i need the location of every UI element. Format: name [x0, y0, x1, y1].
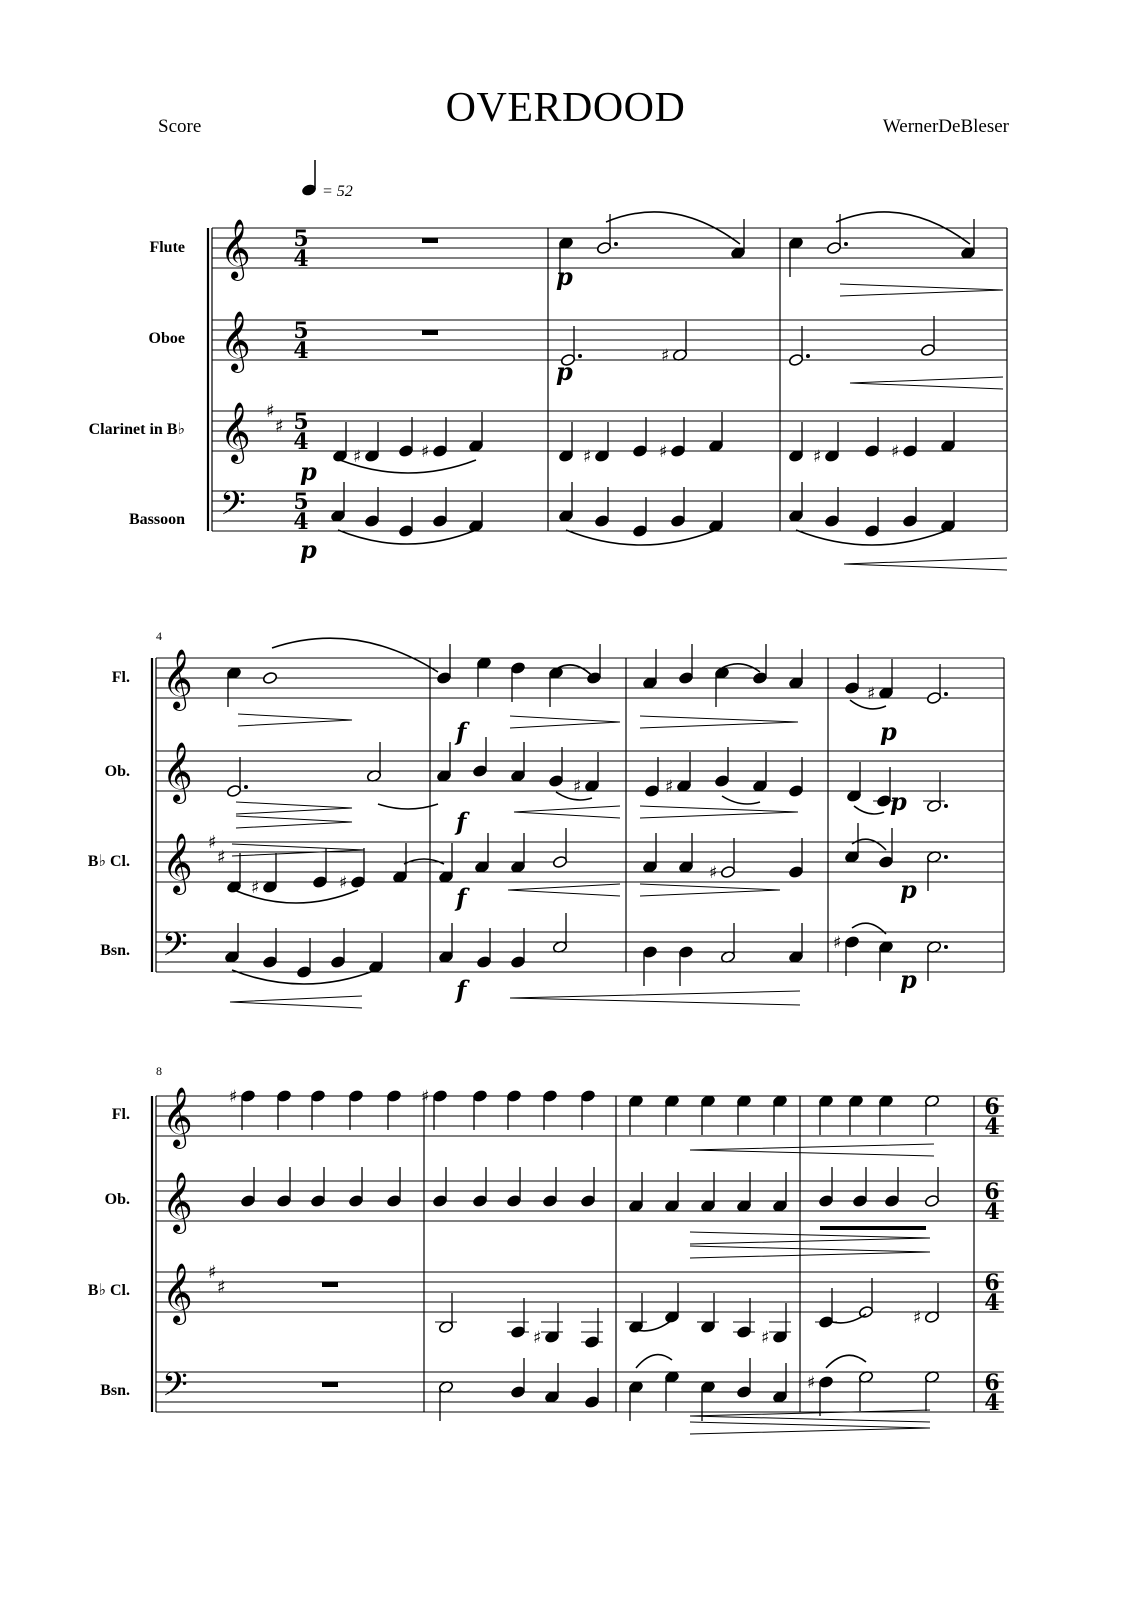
music-notation [152, 212, 1007, 1434]
slur [722, 796, 760, 804]
decrescendo-hairpin [640, 806, 798, 818]
key-sharp-f: ♯ [208, 1262, 217, 1283]
slur [826, 1355, 866, 1368]
decrescendo-hairpin [690, 1232, 930, 1244]
bass-clef: 𝄢 [162, 926, 188, 972]
timesig-bottom: 4 [293, 246, 309, 272]
slur [272, 638, 438, 672]
treble-clef: 𝄞 [162, 742, 193, 802]
decrescendo-hairpin [640, 716, 798, 728]
crescendo-hairpin [510, 991, 800, 1005]
label-ob-2: Ob. [104, 763, 130, 780]
note-dot [614, 242, 618, 246]
sharp-accidental: ♯ [251, 878, 260, 898]
crescendo-hairpin [230, 996, 362, 1008]
label-clarinet: Clarinet in B♭ [88, 421, 185, 438]
label-fl-2: Fl. [111, 669, 130, 686]
sharp-accidental: ♯ [573, 777, 582, 797]
score-label: Score [158, 116, 202, 137]
sharp-accidental: ♯ [891, 442, 900, 462]
label-fl-3: Fl. [111, 1106, 130, 1123]
sharp-accidental: ♯ [709, 863, 718, 883]
bass-clef: 𝄢 [220, 485, 246, 531]
dynamic-mark: p [556, 357, 573, 386]
sharp-accidental: ♯ [659, 442, 668, 462]
slur [854, 806, 884, 814]
measure-number-4: 4 [156, 629, 162, 643]
flute-rest [422, 238, 438, 243]
sharp-accidental: ♯ [421, 1087, 430, 1107]
tempo-marking [301, 160, 353, 200]
timesig-bottom: 4 [293, 338, 309, 364]
decrescendo-hairpin [640, 884, 780, 896]
dynamic-mark: p [900, 965, 917, 994]
label-bsn-3: Bsn. [100, 1382, 130, 1399]
bassoon-rest [322, 1382, 338, 1387]
dynamic-mark: p [880, 717, 897, 746]
key-sharp-f: ♯ [266, 401, 275, 422]
timesig-bottom: 4 [293, 509, 309, 535]
key-sharp-c: ♯ [217, 847, 226, 868]
treble-clef: 𝄞 [162, 1172, 193, 1232]
note-dot [806, 354, 810, 358]
tempo-text: = 52 [322, 183, 353, 200]
timesig-top: 5 [293, 226, 309, 252]
label-cl-2: B♭ Cl. [87, 853, 130, 870]
oboe-rest [422, 330, 438, 335]
crescendo-hairpin [690, 1144, 934, 1156]
dynamic-mark: f [456, 883, 467, 912]
sharp-accidental: ♯ [339, 873, 348, 893]
note-dot [844, 242, 848, 246]
dynamic-mark: p [300, 535, 317, 564]
decrescendo-hairpin [236, 802, 352, 814]
decrescendo-hairpin [238, 714, 352, 726]
clarinet-rest [322, 1282, 338, 1287]
timesig-top: 5 [293, 409, 309, 435]
crescendo-hairpin [508, 884, 620, 896]
key-sharp-c: ♯ [275, 416, 284, 437]
label-bassoon: Bassoon [128, 511, 185, 528]
sharp-accidental: ♯ [761, 1328, 770, 1348]
note-dot [244, 785, 248, 789]
label-oboe: Oboe [148, 330, 185, 347]
key-sharp-f: ♯ [208, 832, 217, 853]
decrescendo-hairpin [840, 284, 1003, 296]
measure-number-8: 8 [156, 1064, 162, 1078]
timesig-bottom: 4 [293, 429, 309, 455]
timesig-top: 6 [984, 1270, 1000, 1296]
timesig-top: 5 [293, 489, 309, 515]
dynamic-mark: f [456, 717, 467, 746]
label-bsn-2: Bsn. [100, 942, 130, 959]
sharp-accidental: ♯ [665, 777, 674, 797]
treble-clef: 𝄞 [220, 311, 251, 371]
dynamic-mark: f [456, 807, 467, 836]
sharp-accidental: ♯ [813, 447, 822, 467]
dynamic-mark: f [456, 975, 467, 1004]
treble-clef: 𝄞 [220, 402, 251, 462]
sharp-accidental: ♯ [867, 684, 876, 704]
decrescendo-hairpin [690, 1246, 930, 1258]
slur [852, 839, 886, 850]
treble-clef: 𝄞 [220, 219, 251, 279]
timesig-bottom: 4 [984, 1390, 1000, 1416]
sharp-accidental: ♯ [807, 1373, 816, 1393]
note-dot [944, 692, 948, 696]
decrescendo-hairpin [690, 1422, 930, 1434]
decrescendo-hairpin [510, 716, 620, 728]
sharp-accidental: ♯ [533, 1328, 542, 1348]
note-dot [944, 945, 948, 949]
crescendo-hairpin [844, 558, 1007, 570]
sharp-accidental: ♯ [421, 442, 430, 462]
crescendo-hairpin [850, 377, 1003, 389]
piece-title: OVERDOOD [445, 85, 686, 131]
treble-clef: 𝄞 [162, 1087, 193, 1147]
dynamic-mark: p [900, 875, 917, 904]
treble-clef: 𝄞 [162, 649, 193, 709]
sharp-accidental: ♯ [583, 447, 592, 467]
timesig-top: 6 [984, 1094, 1000, 1120]
timesig-top: 6 [984, 1179, 1000, 1205]
decrescendo-hairpin [232, 844, 364, 856]
timesig-top: 6 [984, 1370, 1000, 1396]
composer-name: WernerDeBleser [882, 116, 1009, 137]
sharp-accidental: ♯ [353, 447, 362, 467]
treble-clef: 𝄞 [162, 833, 193, 893]
dynamic-mark: p [556, 262, 573, 291]
crescendo-hairpin [514, 806, 620, 818]
key-sharp-c: ♯ [217, 1277, 226, 1298]
timesig-bottom: 4 [984, 1290, 1000, 1316]
sharp-accidental: ♯ [913, 1308, 922, 1328]
note-dot [944, 855, 948, 859]
note-dot [578, 354, 582, 358]
note-head [262, 671, 277, 684]
timesig-top: 5 [293, 318, 309, 344]
timesig-bottom: 4 [984, 1199, 1000, 1225]
sharp-accidental: ♯ [833, 933, 842, 953]
sharp-accidental: ♯ [229, 1087, 238, 1107]
treble-clef: 𝄞 [162, 1263, 193, 1323]
slur [378, 804, 438, 809]
dynamic-mark: p [300, 457, 317, 486]
sharp-accidental: ♯ [661, 346, 670, 366]
slur [636, 1355, 672, 1368]
label-ob-3: Ob. [104, 1191, 130, 1208]
label-cl-3: B♭ Cl. [87, 1282, 130, 1299]
dynamic-mark: p [890, 787, 907, 816]
decrescendo-hairpin [236, 816, 352, 828]
label-flute: Flute [149, 239, 185, 256]
note-dot [944, 804, 948, 808]
timesig-bottom: 4 [984, 1114, 1000, 1140]
bass-clef: 𝄢 [162, 1366, 188, 1412]
